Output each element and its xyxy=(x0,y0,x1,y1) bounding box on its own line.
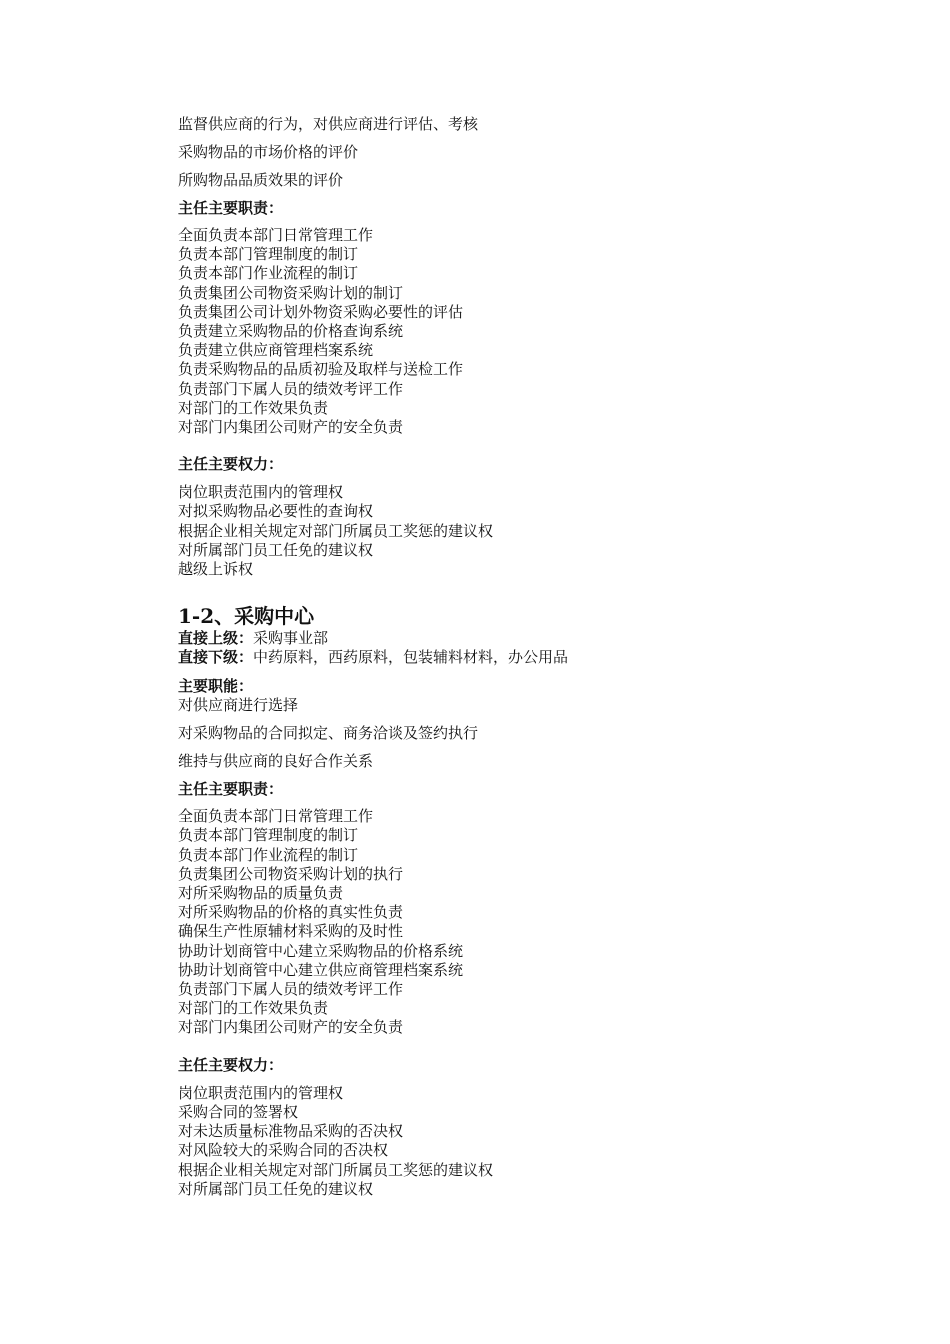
list-item: 对部门内集团公司财产的安全负责 xyxy=(178,418,404,437)
list-item: 对所采购物品的价格的真实性负责 xyxy=(178,903,404,922)
superior-label: 直接上级： xyxy=(178,629,254,648)
p1-powers-heading: 主任主要权力： xyxy=(178,455,284,474)
list-item: 负责集团公司计划外物资采购必要性的评估 xyxy=(178,302,464,321)
p1-functions xyxy=(178,115,878,190)
list-item: 对风险较大的采购合同的否决权 xyxy=(178,1141,389,1160)
list-item: 越级上诉权 xyxy=(178,560,254,579)
p1-duties-list xyxy=(178,226,878,437)
list-item: 负责本部门作业流程的制订 xyxy=(178,264,359,283)
p2-duties-heading: 主任主要职责： xyxy=(178,780,284,799)
subordinate-label: 直接下级： xyxy=(178,648,254,667)
list-item: 根据企业相关规定对部门所属员工奖惩的建议权 xyxy=(178,1160,494,1179)
subordinate-value: 中药原料，西药原料，包装辅料材料，办公用品 xyxy=(253,648,569,667)
list-item: 对部门内集团公司财产的安全负责 xyxy=(178,1018,404,1037)
function-item: 对采购物品的合同拟定、商务洽谈及签约执行 xyxy=(178,724,479,743)
list-item: 全面负责本部门日常管理工作 xyxy=(178,226,374,244)
list-item: 负责建立供应商管理档案系统 xyxy=(178,341,374,360)
p1-powers-list xyxy=(178,483,878,579)
list-item: 确保生产性原辅材料采购的及时性 xyxy=(178,922,404,941)
list-item: 负责本部门管理制度的制订 xyxy=(178,826,359,845)
list-item: 负责建立采购物品的价格查询系统 xyxy=(178,322,404,341)
function-item: 对供应商进行选择 xyxy=(178,696,299,715)
list-item: 对所采购物品的质量负责 xyxy=(178,884,344,903)
list-item: 采购合同的签署权 xyxy=(178,1102,299,1121)
document-page xyxy=(178,112,878,1199)
p1-duties-heading: 主任主要职责： xyxy=(178,199,284,217)
list-item: 岗位职责范围内的管理权 xyxy=(178,483,344,502)
p2-powers-list xyxy=(178,1084,878,1199)
list-item: 负责部门下属人员的绩效考评工作 xyxy=(178,379,404,398)
list-item: 负责本部门作业流程的制订 xyxy=(178,845,359,864)
list-item: 对拟采购物品必要性的查询权 xyxy=(178,502,374,521)
p2-powers-heading: 主任主要权力： xyxy=(178,1055,284,1074)
function-item: 维持与供应商的良好合作关系 xyxy=(178,752,374,771)
list-item: 负责集团公司物资采购计划的执行 xyxy=(178,864,404,883)
list-item: 岗位职责范围内的管理权 xyxy=(178,1083,344,1102)
list-item: 根据企业相关规定对部门所属员工奖惩的建议权 xyxy=(178,521,494,540)
p2-functions-heading: 主要职能： xyxy=(178,677,254,696)
direct-subordinate xyxy=(178,648,878,667)
function-item: 所购物品品质效果的评价 xyxy=(178,171,344,189)
list-item: 对部门的工作效果负责 xyxy=(178,999,329,1018)
p2-functions xyxy=(178,696,878,771)
list-item: 负责部门下属人员的绩效考评工作 xyxy=(178,980,404,999)
superior-value: 采购事业部 xyxy=(253,629,329,648)
list-item: 协助计划商管中心建立供应商管理档案系统 xyxy=(178,960,464,979)
list-item: 对所属部门员工任免的建议权 xyxy=(178,540,374,559)
list-item: 全面负责本部门日常管理工作 xyxy=(178,807,374,826)
list-item: 对所属部门员工任免的建议权 xyxy=(178,1179,374,1198)
list-item: 负责集团公司物资采购计划的制订 xyxy=(178,283,404,302)
list-item: 对部门的工作效果负责 xyxy=(178,398,329,417)
list-item: 负责采购物品的品质初验及取样与送检工作 xyxy=(178,360,464,379)
list-item: 负责本部门管理制度的制订 xyxy=(178,245,359,264)
p2-duties-list xyxy=(178,807,878,1037)
direct-superior xyxy=(178,629,878,648)
list-item: 对未达质量标准物品采购的否决权 xyxy=(178,1122,404,1141)
function-item: 采购物品的市场价格的评价 xyxy=(178,143,359,161)
list-item: 协助计划商管中心建立采购物品的价格系统 xyxy=(178,941,464,960)
function-item: 监督供应商的行为，对供应商进行评估、考核 xyxy=(178,115,479,133)
section-title: 1-2、采购中心 xyxy=(178,604,315,629)
